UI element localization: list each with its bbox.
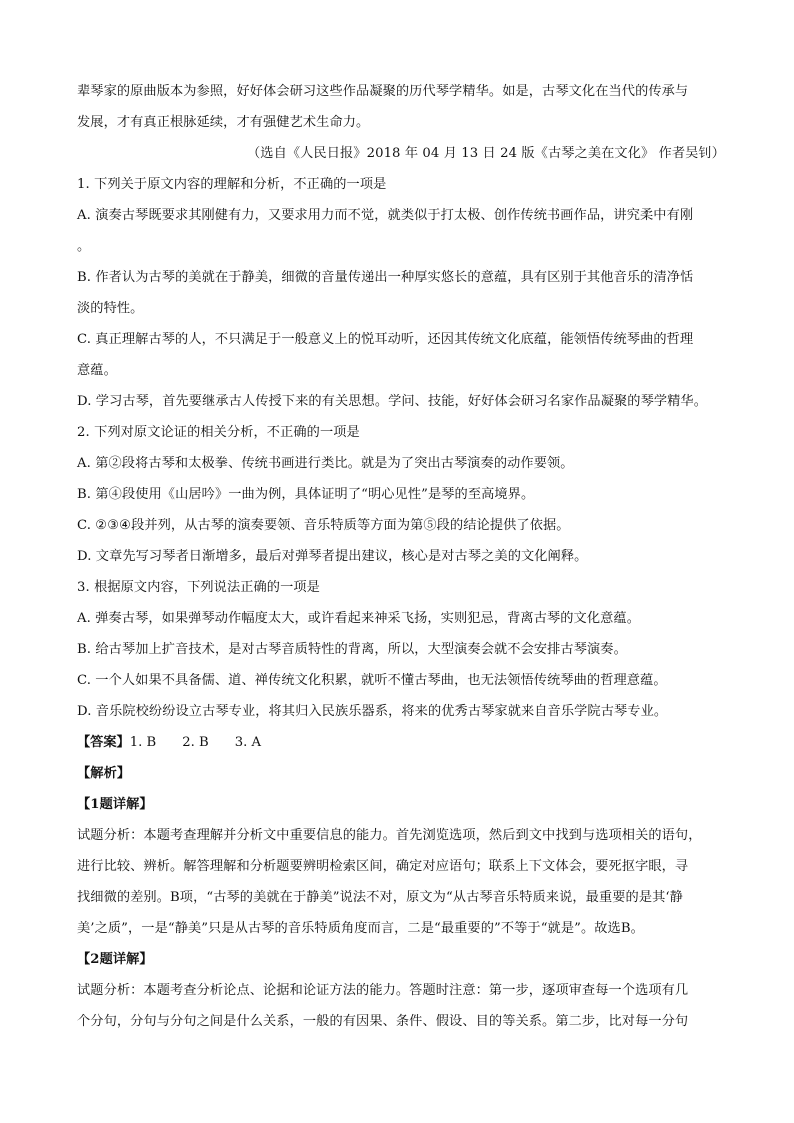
option-line: A. 第②段将古琴和太极拳、传统书画进行类比。就是为了突出古琴演奏的动作要领。 [77, 456, 574, 471]
option-line: 。 [77, 239, 91, 254]
question-stem: 1. 下列关于原文内容的理解和分析，不正确的一项是 [77, 177, 387, 192]
option-line: B. 给古琴加上扩音技术，是对古琴音质特性的背离，所以，大型演奏会就不会安排古琴演奏。 [77, 642, 627, 657]
option-line: B. 作者认为古琴的美就在于静美，细微的音量传递出一种厚实悠长的意蕴，具有区别于其他音乐的清净恬 [77, 270, 694, 285]
answer-item: 1. B [129, 735, 157, 750]
option-line: C. 一个人如果不具备儒、道、禅传统文化积累，就听不懂古琴曲，也无法领悟传统琴曲的哲理意蕴。 [77, 673, 667, 688]
option-line: C. 真正理解古琴的人，不只满足于一般意义上的悦耳动听，还因其传统文化底蕴，能领悟传统琴曲的哲理 [77, 332, 694, 347]
option-line: D. 学习古琴，首先要继承古人传授下来的有关思想。学问、技能，好好体会研习名家作品凝聚的琴学精华。 [77, 394, 708, 409]
answer-row [77, 727, 727, 758]
detail-2-line: 个分句，分句与分句之间是什么关系，一般的有因果、条件、假设、目的等关系。第二步，比对每一分句 [77, 1014, 689, 1029]
option-line: B. 第④段使用《山居吟》一曲为例，具体证明了“明心见性”是琴的至高境界。 [77, 487, 535, 502]
answer-item: 3. A [234, 735, 261, 750]
detail-1-line: 试题分析：本题考查理解并分析文中重要信息的能力。首先浏览选项，然后到文中找到与选项相关的语句， [77, 828, 702, 843]
document-page [77, 76, 727, 1037]
analysis-heading: 【解析】 [77, 766, 131, 781]
option-line: D. 音乐院校纷纷设立古琴专业，将其归入民族乐器系，将来的优秀古琴家就来自音乐学院古琴专业。 [77, 704, 668, 719]
option-line: C. ②③④段并列，从古琴的演奏要领、音乐特质等方面为第⑤段的结论提供了依据。 [77, 518, 570, 533]
detail-1-line: 美’之质”，一是“静美”只是从古琴的音乐特质角度而言，二是“最重要的”不等于“就是”。故选B。 [77, 921, 644, 936]
option-line: 意蕴。 [77, 363, 117, 378]
question-stem: 2. 下列对原文论证的相关分析，不正确的一项是 [77, 425, 360, 440]
intro-line: 发展，才有真正根脉延续，才有强健艺术生命力。 [77, 115, 370, 130]
question-1 [77, 169, 727, 417]
detail-1-heading: 【1题详解】 [77, 797, 153, 812]
question-3 [77, 572, 727, 727]
source-citation: （选自《人民日报》2018 年 04 月 13 日 24 版《古琴之美在文化》 作者吴钊） [247, 146, 725, 161]
intro-line: 辈琴家的原曲版本为参照，好好体会研习这些作品凝聚的历代琴学精华。如是，古琴文化在当代的传承与 [77, 84, 689, 99]
option-line: A. 弹奏古琴，如果弹琴动作幅度太大，或许看起来神采飞扬，实则犯忌，背离古琴的文化意蕴。 [77, 611, 640, 626]
answer-label: 【答案】 [77, 735, 130, 750]
option-line: A. 演奏古琴既要求其刚健有力，又要求用力而不觉，就类似于打太极、创作传统书画作品，讲究柔中有刚 [77, 208, 694, 223]
option-line: 淡的特性。 [77, 301, 144, 316]
detail-2-line: 试题分析：本题考查分析论点、论据和论证方法的能力。答题时注意：第一步，逐项审查每一个选项有几 [77, 983, 689, 998]
question-stem: 3. 根据原文内容，下列说法正确的一项是 [77, 580, 320, 595]
detail-1-line: 进行比较、辨析。解答理解和分析题要辨明检索区间，确定对应语句；联系上下文体会，要死抠字眼，寻 [77, 859, 689, 874]
detail-1-line: 找细微的差别。B项，“古琴的美就在于静美”说法不对，原文为“从古琴音乐特质来说，最重要的是其‘静 [77, 890, 683, 905]
option-line: D. 文章先写习琴者日渐增多，最后对弹琴者提出建议，核心是对古琴之美的文化阐释。 [77, 549, 588, 564]
question-2 [77, 417, 727, 572]
answer-item: 2. B [182, 735, 209, 750]
detail-2-heading: 【2题详解】 [77, 952, 153, 967]
